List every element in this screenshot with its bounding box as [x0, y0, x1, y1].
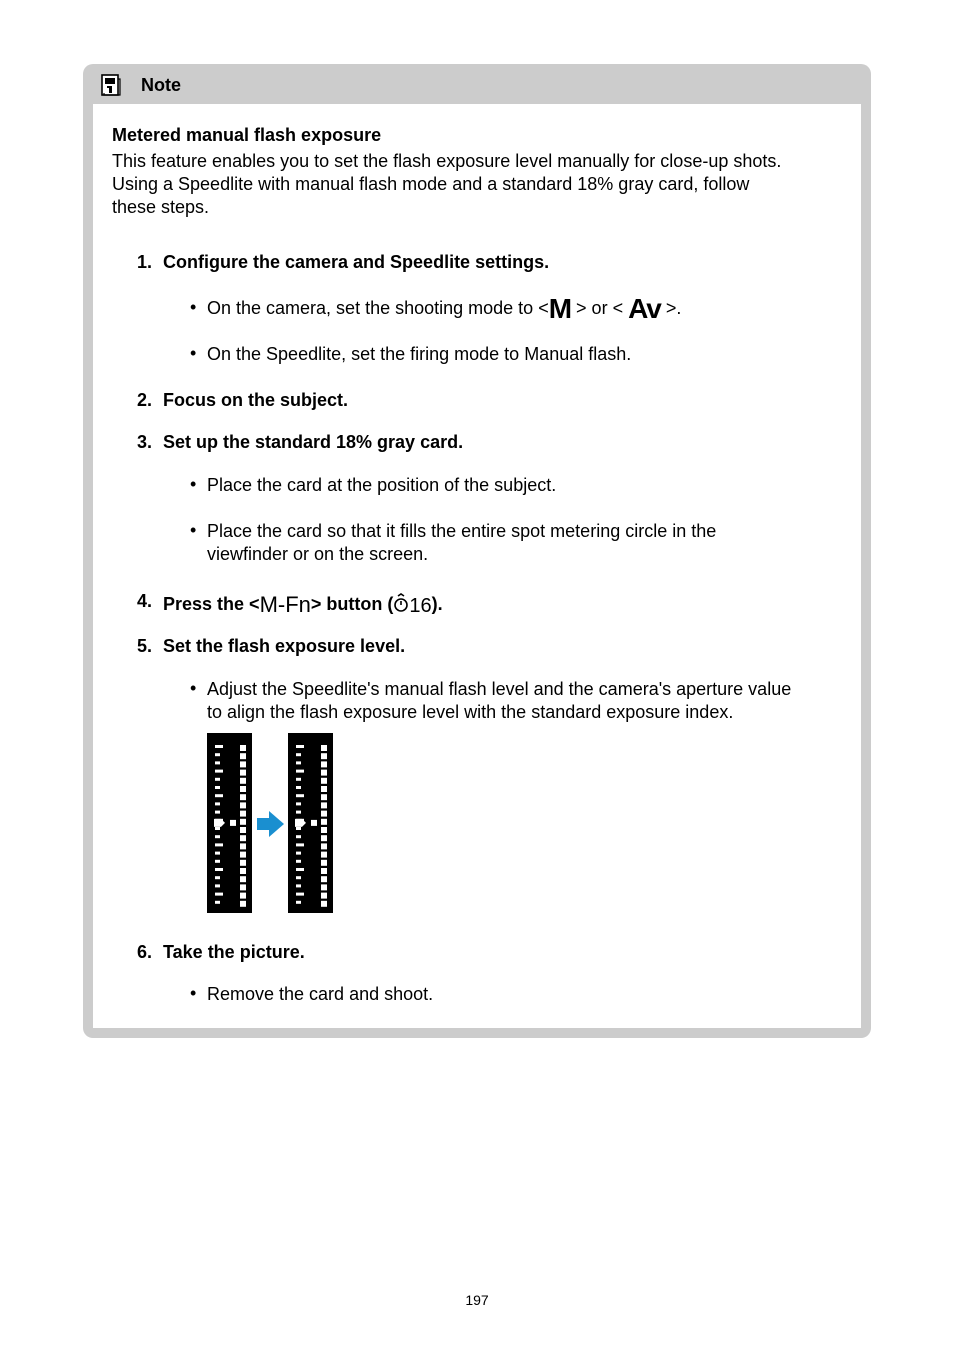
step-3-text: Set up the standard 18% gray card.: [163, 432, 464, 452]
scale-segment: [240, 819, 246, 825]
scale-tick: [296, 778, 301, 781]
scale-segment: [321, 753, 327, 759]
step-4-number: 4.: [137, 591, 153, 611]
scale-tick: [215, 745, 223, 748]
scale-segment: [321, 835, 327, 841]
intro-line-2: Using a Speedlite with manual flash mode and a standard 18% gray card, follow: [112, 174, 750, 194]
scale-tick: [296, 811, 301, 814]
scale-tick: [296, 802, 301, 805]
step-1-number: 1.: [137, 252, 153, 272]
scale-segment: [240, 884, 246, 890]
exposure-level-illustration: [207, 733, 335, 914]
scale-segment: [240, 802, 246, 808]
step-5-number: 5.: [137, 636, 153, 656]
scale-segment: [240, 868, 246, 874]
step-1-text: Configure the camera and Speedlite settings.: [163, 252, 550, 272]
scale-tick: [215, 876, 220, 879]
scale-segment: [321, 893, 327, 899]
exposure-level-scale-after: [288, 733, 333, 913]
scale-tick: [296, 843, 304, 846]
scale-segment: [240, 876, 246, 882]
scale-tick: [215, 761, 220, 764]
scale-segment: [240, 827, 246, 833]
scale-segment: [321, 876, 327, 882]
scale-segment: [321, 811, 327, 817]
mode-m-icon: M: [548, 293, 572, 324]
scale-tick: [215, 811, 220, 814]
step-3-number: 3.: [137, 432, 153, 452]
intro-line-3: these steps.: [112, 197, 210, 217]
scale-segment: [240, 860, 246, 866]
scale-segment: [321, 778, 327, 784]
scale-tick: [215, 893, 223, 896]
scale-tick: [296, 770, 304, 773]
page-ref-number: 16: [409, 595, 432, 617]
note-title: Note: [141, 75, 181, 95]
mode-av-icon: Av: [628, 293, 661, 324]
scale-segment: [321, 761, 327, 767]
scale-segment: [240, 835, 246, 841]
scale-tick: [296, 827, 301, 830]
step-4-mid: > button (: [310, 594, 394, 614]
scale-tick: [296, 745, 304, 748]
bullet-marker: •: [190, 297, 197, 317]
step-4-post: ).: [431, 594, 443, 614]
bullet-marker: •: [190, 520, 197, 540]
scale-segment: [240, 745, 246, 751]
scale-segment: [240, 893, 246, 899]
bullet-marker: •: [190, 474, 197, 494]
scale-segment: [240, 753, 246, 759]
bullet-adjust-line-1: Adjust the Speedlite's manual flash level and the camera's aperture value: [207, 679, 792, 699]
step-6-text: Take the picture.: [163, 942, 305, 962]
step-4-pre: Press the <: [163, 594, 260, 614]
bullet-card-fill-line-2: viewfinder or on the screen.: [207, 544, 429, 564]
scale-tick: [215, 778, 220, 781]
scale-segment: [240, 778, 246, 784]
step-2-text: Focus on the subject.: [163, 390, 349, 410]
bullet-marker: •: [190, 983, 197, 1003]
bullet-adjust-line-2: to align the flash exposure level with the standard exposure index.: [207, 702, 734, 722]
scale-segment: [321, 860, 327, 866]
shooting-mode-pre: On the camera, set the shooting mode to <: [207, 298, 549, 318]
scale-segment: [321, 745, 327, 751]
scale-segment: [240, 761, 246, 767]
section-heading: Metered manual flash exposure: [112, 125, 382, 145]
scale-tick: [215, 835, 220, 838]
scale-tick: [215, 843, 223, 846]
scale-tick: [296, 876, 301, 879]
scale-segment: [240, 843, 246, 849]
bullet-card-position: Place the card at the position of the subject.: [207, 475, 557, 495]
scale-tick: [296, 753, 301, 756]
scale-tick: [215, 786, 220, 789]
bullet-remove-card: Remove the card and shoot.: [207, 984, 434, 1004]
scale-tick: [296, 852, 301, 855]
step-4-text: [163, 590, 443, 620]
scale-tick: [215, 802, 220, 805]
scale-tick: [296, 893, 304, 896]
bullet-marker: •: [190, 343, 197, 363]
scale-segment: [240, 852, 246, 858]
arrow-right-icon: [257, 811, 284, 837]
scale-segment: [321, 901, 327, 907]
scale-tick: [296, 901, 301, 904]
note-icon: [101, 74, 121, 96]
scale-tick: [296, 794, 304, 797]
scale-segment: [321, 843, 327, 849]
scale-segment: [240, 770, 246, 776]
scale-segment: [240, 901, 246, 907]
scale-tick: [215, 770, 223, 773]
bullet-card-fill-line-1: Place the card so that it fills the entire spot metering circle in the: [207, 521, 717, 541]
scale-tick: [215, 901, 220, 904]
bullet-speedlite-mode: On the Speedlite, set the firing mode to Manual flash.: [207, 344, 632, 364]
scale-tick: [215, 753, 220, 756]
note-header: [83, 64, 871, 104]
scale-segment: [240, 794, 246, 800]
bullet-marker: •: [190, 678, 197, 698]
scale-segment: [240, 811, 246, 817]
scale-tick: [215, 852, 220, 855]
scale-tick: [296, 860, 301, 863]
scale-tick: [215, 827, 220, 830]
scale-segment: [321, 827, 327, 833]
scale-segment: [321, 794, 327, 800]
scale-segment: [321, 852, 327, 858]
scale-tick: [296, 868, 304, 871]
scale-tick: [296, 786, 301, 789]
scale-tick: [296, 835, 301, 838]
shooting-mode-mid: > or <: [576, 298, 624, 318]
scale-tick: [296, 884, 301, 887]
step-5-text: Set the flash exposure level.: [163, 636, 406, 656]
page-number: 197: [465, 1292, 489, 1308]
intro-line-1: This feature enables you to set the flash exposure level manually for close-up shots.: [112, 151, 782, 171]
bullet-shooting-mode: [207, 290, 681, 327]
exposure-level-scale-before: [207, 733, 252, 913]
step-6-number: 6.: [137, 942, 153, 962]
scale-segment: [321, 770, 327, 776]
level-marker: [230, 820, 236, 826]
scale-segment: [321, 819, 327, 825]
level-marker: [311, 820, 317, 826]
scale-segment: [321, 868, 327, 874]
scale-tick: [215, 794, 223, 797]
m-fn-button-icon: M-Fn: [259, 592, 311, 617]
scale-segment: [321, 802, 327, 808]
scale-segment: [240, 786, 246, 792]
custom-function-icon: [393, 593, 409, 613]
scale-tick: [215, 884, 220, 887]
scale-segment: [321, 786, 327, 792]
scale-tick: [215, 860, 220, 863]
step-2-number: 2.: [137, 390, 153, 410]
shooting-mode-post: >.: [665, 298, 682, 318]
scale-segment: [321, 884, 327, 890]
scale-tick: [215, 868, 223, 871]
scale-tick: [296, 761, 301, 764]
